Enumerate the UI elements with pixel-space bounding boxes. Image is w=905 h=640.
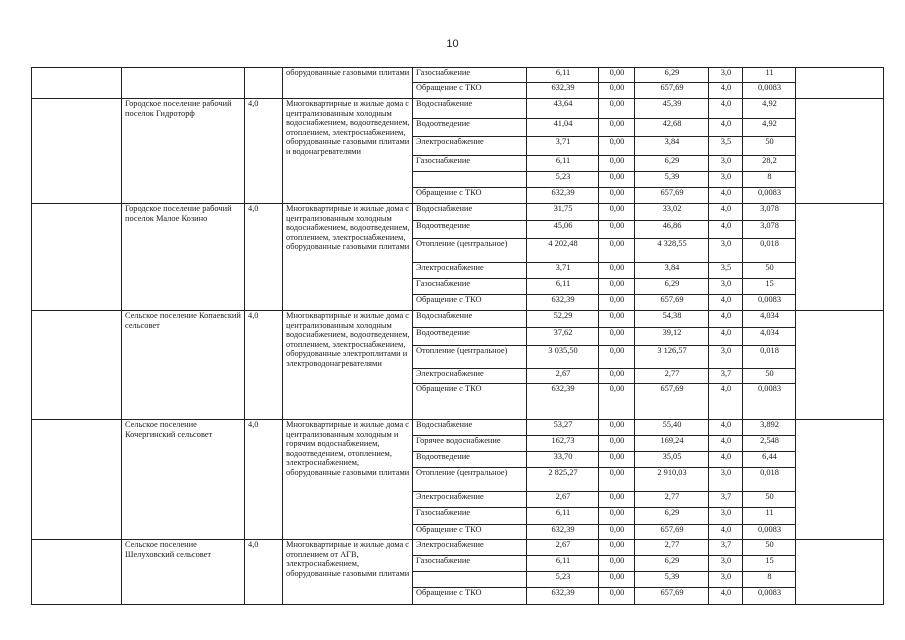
- value-cell-v2: 0,00: [599, 99, 635, 119]
- value-cell-v4: 3,0: [709, 346, 743, 369]
- value-cell-v1: 6,11: [527, 279, 599, 295]
- coefficient-cell: 4,0: [245, 204, 283, 311]
- value-cell-v3: 42,68: [635, 119, 709, 137]
- service-cell: Водоотведение: [413, 119, 527, 137]
- value-cell-v3: 3,84: [635, 263, 709, 279]
- blank-cell: [796, 68, 884, 99]
- value-cell-v1: 2,67: [527, 492, 599, 508]
- value-cell-v3: 2 910,03: [635, 468, 709, 492]
- value-cell-v1: 5,23: [527, 172, 599, 188]
- coefficient-cell: 4,0: [245, 99, 283, 204]
- housing-category-cell: Многоквартирные и жилые дома с отоплением от АГВ, электроснабжением, оборудованные газовыми плитами: [283, 540, 413, 605]
- value-cell-v4: 4,0: [709, 311, 743, 328]
- service-cell: Обращение с ТКО: [413, 525, 527, 540]
- value-cell-v4: 3,0: [709, 279, 743, 295]
- service-cell: Отопление (центральное): [413, 468, 527, 492]
- value-cell-v4: 4,0: [709, 384, 743, 420]
- value-cell-v5: 0,0083: [743, 384, 796, 420]
- service-cell: Газоснабжение: [413, 68, 527, 83]
- value-cell-v3: 35,05: [635, 452, 709, 468]
- value-cell-v1: 45,06: [527, 221, 599, 239]
- value-cell-v5: 0,018: [743, 239, 796, 263]
- value-cell-v4: 4,0: [709, 328, 743, 346]
- service-cell: Обращение с ТКО: [413, 384, 527, 420]
- value-cell-v4: 4,0: [709, 119, 743, 137]
- value-cell-v3: 6,29: [635, 508, 709, 525]
- blank-cell: [32, 540, 122, 605]
- service-cell: Водоотведение: [413, 328, 527, 346]
- service-cell: Водоотведение: [413, 452, 527, 468]
- value-cell-v5: 50: [743, 137, 796, 156]
- value-cell-v3: 54,38: [635, 311, 709, 328]
- service-cell: Обращение с ТКО: [413, 295, 527, 311]
- settlement-cell: Городское поселение рабочий поселок Гидроторф: [122, 99, 245, 204]
- value-cell-v4: 4,0: [709, 525, 743, 540]
- value-cell-v5: 28,2: [743, 156, 796, 172]
- page-number: 10: [446, 38, 459, 50]
- value-cell-v1: 632,39: [527, 295, 599, 311]
- value-cell-v2: 0,00: [599, 436, 635, 452]
- service-cell: Водоснабжение: [413, 99, 527, 119]
- value-cell-v4: 4,0: [709, 420, 743, 436]
- blank-cell: [796, 540, 884, 605]
- value-cell-v1: 52,29: [527, 311, 599, 328]
- value-cell-v5: 11: [743, 508, 796, 525]
- blank-cell: [32, 204, 122, 311]
- value-cell-v1: 33,70: [527, 452, 599, 468]
- service-cell: Электроснабжение: [413, 263, 527, 279]
- value-cell-v5: 11: [743, 68, 796, 83]
- value-cell-v4: 4,0: [709, 452, 743, 468]
- value-cell-v3: 657,69: [635, 588, 709, 605]
- value-cell-v5: 2,548: [743, 436, 796, 452]
- value-cell-v3: 657,69: [635, 384, 709, 420]
- value-cell-v2: 0,00: [599, 156, 635, 172]
- value-cell-v3: 39,12: [635, 328, 709, 346]
- value-cell-v2: 0,00: [599, 328, 635, 346]
- value-cell-v4: 4,0: [709, 295, 743, 311]
- value-cell-v2: 0,00: [599, 263, 635, 279]
- value-cell-v3: 2,77: [635, 540, 709, 556]
- service-cell: [413, 172, 527, 188]
- housing-category-cell: оборудованные газовыми плитами: [283, 68, 413, 99]
- value-cell-v2: 0,00: [599, 588, 635, 605]
- value-cell-v2: 0,00: [599, 221, 635, 239]
- coefficient-cell: 4,0: [245, 311, 283, 420]
- settlement-cell: Сельское поселение Шелуховский сельсовет: [122, 540, 245, 605]
- value-cell-v4: 4,0: [709, 99, 743, 119]
- value-cell-v1: 3,71: [527, 263, 599, 279]
- value-cell-v3: 3 126,57: [635, 346, 709, 369]
- value-cell-v5: 0,0083: [743, 188, 796, 204]
- service-cell: Отопление (центральное): [413, 239, 527, 263]
- value-cell-v4: 3,0: [709, 508, 743, 525]
- value-cell-v1: 6,11: [527, 508, 599, 525]
- value-cell-v1: 632,39: [527, 384, 599, 420]
- value-cell-v1: 31,75: [527, 204, 599, 221]
- value-cell-v4: 4,0: [709, 436, 743, 452]
- service-cell: Водоснабжение: [413, 204, 527, 221]
- value-cell-v1: 53,27: [527, 420, 599, 436]
- housing-category-cell: Многоквартирные и жилые дома с централизованным холодным водоснабжением, водоотведением, отоплением, электроснабжением, оборудованные газовыми плитами: [283, 204, 413, 311]
- value-cell-v1: 41,04: [527, 119, 599, 137]
- value-cell-v5: 0,0083: [743, 588, 796, 605]
- value-cell-v1: 6,11: [527, 156, 599, 172]
- tariff-table-body: [32, 68, 884, 605]
- value-cell-v4: 3,0: [709, 556, 743, 572]
- service-cell: Обращение с ТКО: [413, 588, 527, 605]
- value-cell-v3: 6,29: [635, 279, 709, 295]
- blank-cell: [32, 420, 122, 540]
- value-cell-v3: 6,29: [635, 156, 709, 172]
- value-cell-v2: 0,00: [599, 346, 635, 369]
- value-cell-v1: 632,39: [527, 588, 599, 605]
- coefficient-cell: 4,0: [245, 540, 283, 605]
- value-cell-v2: 0,00: [599, 452, 635, 468]
- service-cell: Водоотведение: [413, 221, 527, 239]
- blank-cell: [32, 68, 122, 99]
- value-cell-v2: 0,00: [599, 137, 635, 156]
- housing-category-cell: Многоквартирные и жилые дома с централизованным холодным и горячим водоснабжением, водоотведением, отоплением, электроснабжением, оборудованные газовыми плитами: [283, 420, 413, 540]
- value-cell-v3: 5,39: [635, 572, 709, 588]
- value-cell-v5: 15: [743, 279, 796, 295]
- value-cell-v1: 3 035,50: [527, 346, 599, 369]
- service-cell: Газоснабжение: [413, 556, 527, 572]
- blank-cell: [796, 99, 884, 204]
- value-cell-v4: 4,0: [709, 221, 743, 239]
- value-cell-v1: 2 825,27: [527, 468, 599, 492]
- value-cell-v1: 4 202,48: [527, 239, 599, 263]
- value-cell-v4: 4,0: [709, 588, 743, 605]
- value-cell-v3: 657,69: [635, 295, 709, 311]
- value-cell-v3: 2,77: [635, 369, 709, 384]
- service-cell: [413, 572, 527, 588]
- value-cell-v5: 4,034: [743, 311, 796, 328]
- blank-cell: [32, 311, 122, 420]
- value-cell-v2: 0,00: [599, 204, 635, 221]
- value-cell-v2: 0,00: [599, 119, 635, 137]
- value-cell-v5: 0,018: [743, 468, 796, 492]
- blank-cell: [32, 99, 122, 204]
- value-cell-v3: 3,84: [635, 137, 709, 156]
- housing-category-cell: Многоквартирные и жилые дома с централизованным холодным водоснабжением, водоотведением, отоплением, электроснабжением, оборудованные электроплитами и электроводонагревателями: [283, 311, 413, 420]
- tariff-table: [31, 67, 884, 605]
- value-cell-v4: 3,0: [709, 68, 743, 83]
- table-row: [32, 420, 884, 436]
- value-cell-v5: 0,0083: [743, 83, 796, 99]
- value-cell-v5: 4,92: [743, 99, 796, 119]
- service-cell: Водоснабжение: [413, 311, 527, 328]
- value-cell-v5: 50: [743, 369, 796, 384]
- service-cell: Газоснабжение: [413, 279, 527, 295]
- value-cell-v3: 6,29: [635, 556, 709, 572]
- service-cell: Газоснабжение: [413, 156, 527, 172]
- value-cell-v1: 162,73: [527, 436, 599, 452]
- service-cell: Электроснабжение: [413, 492, 527, 508]
- value-cell-v3: 2,77: [635, 492, 709, 508]
- value-cell-v3: 657,69: [635, 83, 709, 99]
- value-cell-v1: 632,39: [527, 83, 599, 99]
- value-cell-v2: 0,00: [599, 279, 635, 295]
- value-cell-v3: 169,24: [635, 436, 709, 452]
- value-cell-v5: 3,078: [743, 204, 796, 221]
- coefficient-cell: 4,0: [245, 420, 283, 540]
- value-cell-v5: 0,0083: [743, 525, 796, 540]
- value-cell-v5: 4,034: [743, 328, 796, 346]
- blank-cell: [796, 311, 884, 420]
- value-cell-v4: 3,7: [709, 540, 743, 556]
- service-cell: Газоснабжение: [413, 508, 527, 525]
- value-cell-v1: 6,11: [527, 556, 599, 572]
- table-row: [32, 311, 884, 328]
- settlement-cell: Сельское поселение Копаевский сельсовет: [122, 311, 245, 420]
- blank-cell: [796, 420, 884, 540]
- value-cell-v3: 657,69: [635, 188, 709, 204]
- value-cell-v4: 3,0: [709, 172, 743, 188]
- value-cell-v1: 632,39: [527, 525, 599, 540]
- settlement-cell: [122, 68, 245, 99]
- value-cell-v5: 8: [743, 572, 796, 588]
- service-cell: Горячее водоснабжение: [413, 436, 527, 452]
- value-cell-v1: 37,62: [527, 328, 599, 346]
- value-cell-v5: 50: [743, 263, 796, 279]
- table-row: [32, 99, 884, 119]
- value-cell-v3: 46,86: [635, 221, 709, 239]
- value-cell-v1: 632,39: [527, 188, 599, 204]
- value-cell-v2: 0,00: [599, 384, 635, 420]
- table-row: [32, 68, 884, 83]
- value-cell-v2: 0,00: [599, 83, 635, 99]
- value-cell-v1: 43,64: [527, 99, 599, 119]
- value-cell-v5: 8: [743, 172, 796, 188]
- blank-cell: [796, 204, 884, 311]
- value-cell-v4: 4,0: [709, 204, 743, 221]
- value-cell-v3: 657,69: [635, 525, 709, 540]
- value-cell-v4: 3,7: [709, 492, 743, 508]
- value-cell-v5: 3,892: [743, 420, 796, 436]
- settlement-cell: Городское поселение рабочий поселок Малое Козино: [122, 204, 245, 311]
- value-cell-v5: 50: [743, 540, 796, 556]
- value-cell-v5: 0,0083: [743, 295, 796, 311]
- value-cell-v4: 4,0: [709, 83, 743, 99]
- settlement-cell: Сельское поселение Кочергинский сельсовет: [122, 420, 245, 540]
- service-cell: Отопление (центральное): [413, 346, 527, 369]
- value-cell-v1: 6,11: [527, 68, 599, 83]
- value-cell-v2: 0,00: [599, 572, 635, 588]
- value-cell-v3: 55,40: [635, 420, 709, 436]
- value-cell-v4: 3,0: [709, 572, 743, 588]
- value-cell-v5: 50: [743, 492, 796, 508]
- value-cell-v2: 0,00: [599, 295, 635, 311]
- housing-category-cell: Многоквартирные и жилые дома с централизованным холодным водоснабжением, водоотведением, отоплением, электроснабжением, оборудованные газовыми плитами и водонагревателями: [283, 99, 413, 204]
- value-cell-v4: 3,5: [709, 263, 743, 279]
- value-cell-v4: 3,0: [709, 239, 743, 263]
- value-cell-v5: 3,078: [743, 221, 796, 239]
- value-cell-v4: 4,0: [709, 188, 743, 204]
- value-cell-v2: 0,00: [599, 556, 635, 572]
- value-cell-v2: 0,00: [599, 468, 635, 492]
- service-cell: Электроснабжение: [413, 369, 527, 384]
- value-cell-v1: 5,23: [527, 572, 599, 588]
- service-cell: Электроснабжение: [413, 540, 527, 556]
- value-cell-v5: 15: [743, 556, 796, 572]
- value-cell-v2: 0,00: [599, 492, 635, 508]
- value-cell-v4: 3,0: [709, 156, 743, 172]
- value-cell-v3: 45,39: [635, 99, 709, 119]
- value-cell-v3: 6,29: [635, 68, 709, 83]
- value-cell-v1: 3,71: [527, 137, 599, 156]
- value-cell-v2: 0,00: [599, 172, 635, 188]
- coefficient-cell: [245, 68, 283, 99]
- value-cell-v5: 4,92: [743, 119, 796, 137]
- value-cell-v5: 6,44: [743, 452, 796, 468]
- value-cell-v1: 2,67: [527, 369, 599, 384]
- value-cell-v1: 2,67: [527, 540, 599, 556]
- value-cell-v2: 0,00: [599, 540, 635, 556]
- value-cell-v2: 0,00: [599, 239, 635, 263]
- table-row: [32, 204, 884, 221]
- value-cell-v4: 3,0: [709, 468, 743, 492]
- table-row: [32, 540, 884, 556]
- value-cell-v4: 3,5: [709, 137, 743, 156]
- value-cell-v2: 0,00: [599, 188, 635, 204]
- service-cell: Электроснабжение: [413, 137, 527, 156]
- value-cell-v3: 4 328,55: [635, 239, 709, 263]
- service-cell: Обращение с ТКО: [413, 188, 527, 204]
- value-cell-v2: 0,00: [599, 525, 635, 540]
- value-cell-v3: 33,02: [635, 204, 709, 221]
- service-cell: Водоснабжение: [413, 420, 527, 436]
- value-cell-v2: 0,00: [599, 369, 635, 384]
- value-cell-v5: 0,018: [743, 346, 796, 369]
- value-cell-v2: 0,00: [599, 311, 635, 328]
- value-cell-v2: 0,00: [599, 68, 635, 83]
- value-cell-v3: 5,39: [635, 172, 709, 188]
- value-cell-v4: 3,7: [709, 369, 743, 384]
- value-cell-v2: 0,00: [599, 508, 635, 525]
- value-cell-v2: 0,00: [599, 420, 635, 436]
- service-cell: Обращение с ТКО: [413, 83, 527, 99]
